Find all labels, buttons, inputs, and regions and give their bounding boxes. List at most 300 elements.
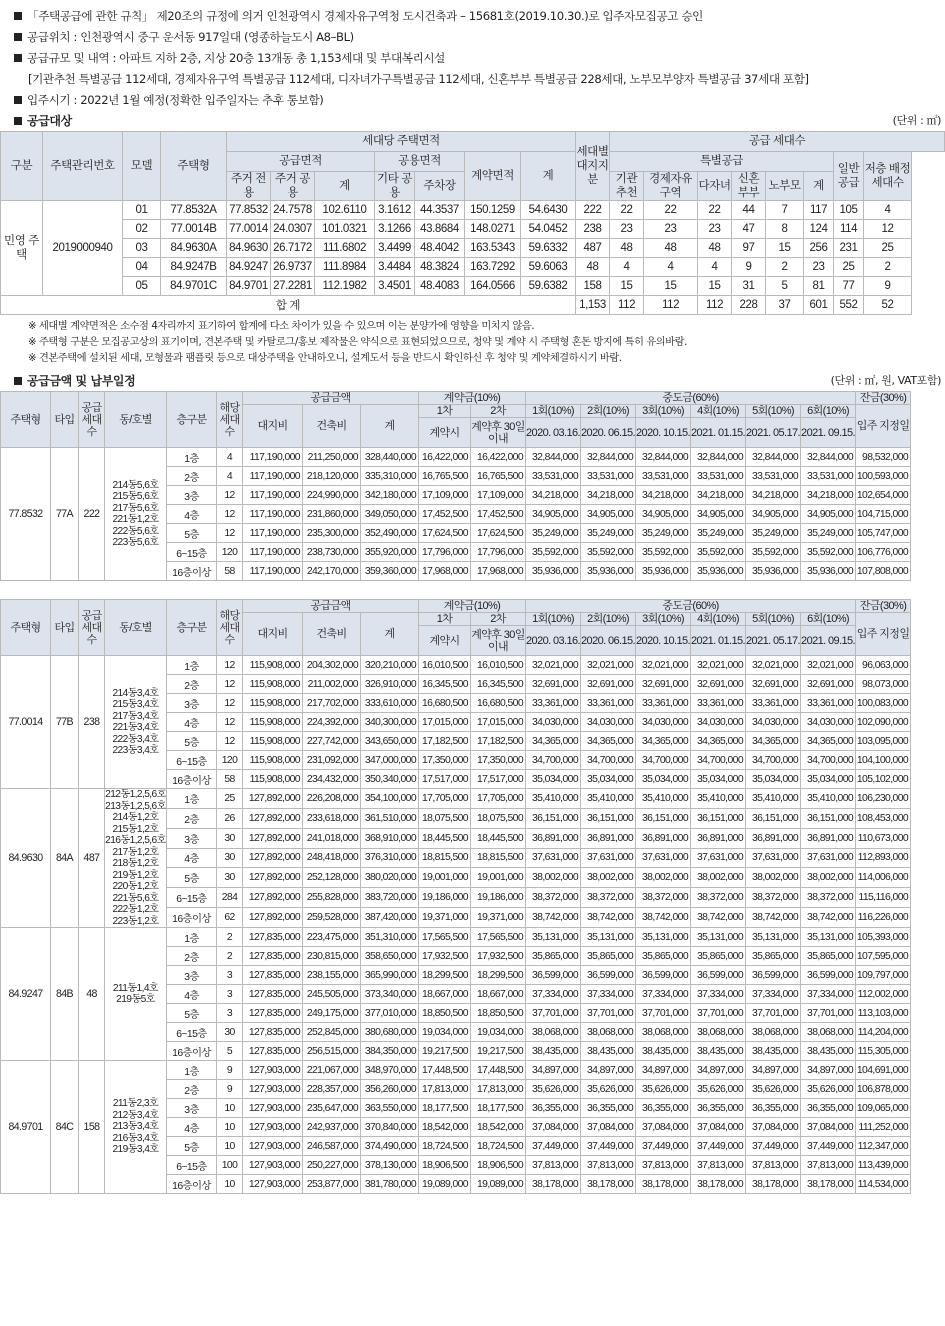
col-middle-5: 5회(10%)	[746, 405, 801, 418]
price-cell: 33,531,000	[801, 467, 856, 486]
cell-other: 3.4501	[375, 277, 415, 296]
price-cell: 6~15층	[167, 1156, 217, 1175]
supply-section-title: 공급대상 (단위 : ㎡)	[0, 111, 945, 131]
price-cell: 35,936,000	[636, 562, 691, 581]
price-cell: 35,865,000	[746, 947, 801, 966]
price-cell: 221,067,000	[303, 1061, 361, 1080]
price-table-others	[0, 599, 945, 1194]
price-cell: 37,334,000	[636, 985, 691, 1004]
cell-subtotal: 102.6110	[315, 201, 375, 220]
group-units: 158	[79, 1061, 105, 1194]
price-cell: 35,865,000	[636, 947, 691, 966]
price-cell: 37,084,000	[691, 1118, 746, 1137]
col-middle: 중도금(60%)	[526, 600, 856, 613]
cell-private: 84.9701	[227, 277, 271, 296]
price-cell: 33,361,000	[581, 694, 636, 713]
price-cell: 36,151,000	[691, 808, 746, 828]
price-cell: 35,410,000	[801, 789, 856, 809]
cell-stotal: 23	[804, 258, 834, 277]
price-cell: 112,347,000	[856, 1137, 911, 1156]
cell-model: 03	[123, 239, 161, 258]
price-cell: 5층	[167, 732, 217, 751]
cell-inst: 23	[610, 220, 644, 239]
price-cell: 4층	[167, 985, 217, 1004]
col-middle-date-4: 2021. 01.15.	[691, 626, 746, 656]
cell-land: 59.6382	[521, 277, 576, 296]
price-cell: 38,435,000	[581, 1042, 636, 1061]
price-cell: 228,357,000	[303, 1080, 361, 1099]
group-type: 77.8532	[1, 448, 51, 581]
col-dong: 동/호별	[105, 392, 167, 448]
price-cell: 115,908,000	[243, 770, 303, 789]
cell-land: 54.0452	[521, 220, 576, 239]
price-cell: 33,531,000	[636, 467, 691, 486]
price-cell: 114,204,000	[856, 1023, 911, 1042]
price-cell: 17,517,000	[471, 770, 526, 789]
price-cell: 104,100,000	[856, 751, 911, 770]
price-cell: 5층	[167, 524, 217, 543]
cell-private: 77.8532	[227, 201, 271, 220]
col-middle-6: 6회(10%)	[801, 613, 856, 626]
price-cell: 115,908,000	[243, 732, 303, 751]
price-cell: 32,021,000	[691, 656, 746, 675]
price-cell: 34,905,000	[801, 505, 856, 524]
price-cell: 235,300,000	[303, 524, 361, 543]
col-type: 주택형	[161, 132, 227, 201]
group-dong: 214동3,4호 215동3,4호 217동3,4호 221동3,4호 222동3,4호 223동3,4호	[105, 656, 167, 789]
col-middle-3: 3회(10%)	[636, 405, 691, 418]
price-cell: 35,410,000	[746, 789, 801, 809]
col-multi: 다자녀	[698, 172, 732, 201]
price-cell: 38,068,000	[746, 1023, 801, 1042]
price-cell: 4층	[167, 1118, 217, 1137]
price-cell: 35,249,000	[746, 524, 801, 543]
intro-location: 공급위치 : 인천광역시 중구 운서동 917일대 (영종하늘도시 A8–BL)	[14, 27, 935, 48]
col-inst: 기관 추천	[610, 172, 644, 201]
price-cell: 35,592,000	[636, 543, 691, 562]
price-cell: 17,517,000	[419, 770, 471, 789]
price-cell: 127,835,000	[243, 947, 303, 966]
price-cell: 35,410,000	[636, 789, 691, 809]
sum-fez: 112	[644, 296, 698, 315]
price-cell: 17,932,500	[419, 947, 471, 966]
price-cell: 34,218,000	[636, 486, 691, 505]
price-cell: 35,249,000	[691, 524, 746, 543]
intro-bullets	[0, 0, 945, 111]
price-cell: 19,034,000	[471, 1023, 526, 1042]
price-cell: 223,475,000	[303, 928, 361, 947]
price-cell: 35,936,000	[691, 562, 746, 581]
price-cell: 38,742,000	[691, 908, 746, 928]
sum-inst: 112	[610, 296, 644, 315]
group-dong: 211동2,3호 212동3,4호 213동3,4호 216동3,4호 219동3,4호	[105, 1061, 167, 1194]
price-cell: 120	[217, 751, 243, 770]
price-cell: 35,131,000	[636, 928, 691, 947]
price-cell: 115,908,000	[243, 675, 303, 694]
price-cell: 204,302,000	[303, 656, 361, 675]
group-type: 84.9630	[1, 789, 51, 928]
note: ※ 세대별 계약면적은 소수점 4자리까지 표기하여 합계에 다소 차이가 있을 수 있으며 이는 분양가에 영향을 미치지 않음.	[28, 321, 535, 332]
price-cell: 19,371,000	[419, 908, 471, 928]
price-cell: 5층	[167, 1137, 217, 1156]
price-cell: 18,850,500	[419, 1004, 471, 1023]
price-cell: 18,724,500	[419, 1137, 471, 1156]
price-cell: 2	[217, 928, 243, 947]
group-dong: 211동1,4호 219동5호	[105, 928, 167, 1061]
price-cell: 3층	[167, 828, 217, 848]
price-cell: 38,002,000	[581, 868, 636, 888]
price-cell: 17,182,500	[419, 732, 471, 751]
price-cell: 4층	[167, 848, 217, 868]
price-cell: 32,021,000	[746, 656, 801, 675]
price-cell: 17,109,000	[471, 486, 526, 505]
price-cell: 384,350,000	[361, 1042, 419, 1061]
price-cell: 32,691,000	[801, 675, 856, 694]
price-cell: 16,422,000	[471, 448, 526, 467]
price-cell: 111,252,000	[856, 1118, 911, 1137]
price-cell: 30	[217, 848, 243, 868]
price-cell: 37,334,000	[746, 985, 801, 1004]
price-cell: 116,226,000	[856, 908, 911, 928]
price-cell: 110,673,000	[856, 828, 911, 848]
square-bullet-icon	[14, 12, 22, 20]
price-cell: 117,190,000	[243, 486, 303, 505]
cell-private: 77.0014	[227, 220, 271, 239]
cell-multi: 4	[698, 258, 732, 277]
price-cell: 6~15층	[167, 751, 217, 770]
price-cell: 218,120,000	[303, 467, 361, 486]
cell-total: 158	[576, 277, 610, 296]
price-cell: 35,592,000	[746, 543, 801, 562]
price-cell: 241,018,000	[303, 828, 361, 848]
price-cell: 368,910,000	[361, 828, 419, 848]
cell-model: 05	[123, 277, 161, 296]
col-middle-date-2: 2020. 06.15.	[581, 418, 636, 448]
price-cell: 12	[217, 486, 243, 505]
col-amount: 공급금액	[243, 600, 419, 613]
col-fez: 경제자유 구역	[644, 172, 698, 201]
price-cell: 127,892,000	[243, 868, 303, 888]
col-lowfloor: 저층 배정 세대수	[864, 152, 912, 201]
price-cell: 37,813,000	[636, 1156, 691, 1175]
price-cell: 35,865,000	[526, 947, 581, 966]
cell-inst: 4	[610, 258, 644, 277]
price-cell: 35,034,000	[581, 770, 636, 789]
cell-stotal: 124	[804, 220, 834, 239]
price-cell: 32,691,000	[581, 675, 636, 694]
price-cell: 10	[217, 1118, 243, 1137]
price-cell: 12	[217, 675, 243, 694]
price-cell: 38,435,000	[526, 1042, 581, 1061]
cell-parking: 43.8684	[415, 220, 465, 239]
price-cell: 2	[217, 947, 243, 966]
price-cell: 37,084,000	[801, 1118, 856, 1137]
price-cell: 36,599,000	[746, 966, 801, 985]
price-cell: 103,095,000	[856, 732, 911, 751]
price-cell: 34,030,000	[691, 713, 746, 732]
cell-multi: 48	[698, 239, 732, 258]
cell-inst: 48	[610, 239, 644, 258]
col-middle-1: 1회(10%)	[526, 613, 581, 626]
price-cell: 34,218,000	[526, 486, 581, 505]
price-cell: 127,903,000	[243, 1099, 303, 1118]
price-cell: 32,691,000	[636, 675, 691, 694]
col-middle-6: 6회(10%)	[801, 405, 856, 418]
price-cell: 17,565,500	[419, 928, 471, 947]
price-cell: 115,116,000	[856, 888, 911, 908]
price-cell: 351,310,000	[361, 928, 419, 947]
price-cell: 34,700,000	[691, 751, 746, 770]
col-at-contract: 계약시	[419, 626, 471, 656]
group-dong: 212동1,2,5,6호 213동1,2,5,6호 214동1,2호 215동1,2호 216동1,2,5,6호 217동1,2호 218동1,2호 219동1,2호 220동1,2호 221동5,6호 222동1,2호 223동1,2호	[105, 789, 166, 927]
price-cell: 114,006,000	[856, 868, 911, 888]
price-cell: 16,345,500	[419, 675, 471, 694]
price-cell: 106,776,000	[856, 543, 911, 562]
price-cell: 37,701,000	[691, 1004, 746, 1023]
col-other-common: 기타 공용	[375, 172, 415, 201]
price-cell: 33,531,000	[746, 467, 801, 486]
col-type: 주택형	[1, 600, 51, 656]
cell-private: 84.9630	[227, 239, 271, 258]
price-cell: 370,840,000	[361, 1118, 419, 1137]
col-move-in: 입주 지정일	[856, 405, 911, 448]
price-cell: 35,249,000	[801, 524, 856, 543]
price-cell: 36,891,000	[691, 828, 746, 848]
price-cell: 2층	[167, 467, 217, 486]
price-cell: 348,970,000	[361, 1061, 419, 1080]
price-cell: 127,892,000	[243, 848, 303, 868]
price-cell: 4	[217, 467, 243, 486]
col-middle-date-5: 2021. 05.17.	[746, 418, 801, 448]
price-cell: 361,510,000	[361, 808, 419, 828]
price-cell: 100	[217, 1156, 243, 1175]
price-cell: 37,334,000	[801, 985, 856, 1004]
cell-elderly: 7	[766, 201, 804, 220]
price-cell: 34,700,000	[636, 751, 691, 770]
price-cell: 19,186,000	[419, 888, 471, 908]
price-cell: 2층	[167, 675, 217, 694]
cell-other: 3.1612	[375, 201, 415, 220]
price-cell: 12	[217, 524, 243, 543]
price-cell: 127,892,000	[243, 888, 303, 908]
price-cell: 18,299,500	[419, 966, 471, 985]
price-cell: 17,182,500	[471, 732, 526, 751]
cell-subtotal: 111.6802	[315, 239, 375, 258]
price-cell: 5	[217, 1042, 243, 1061]
col-contract-area: 계약면적	[465, 152, 521, 201]
price-cell: 365,990,000	[361, 966, 419, 985]
cell-type: 77.8532A	[161, 201, 227, 220]
price-cell: 238,730,000	[303, 543, 361, 562]
col-middle-date-3: 2020. 10.15.	[636, 418, 691, 448]
price-cell: 35,936,000	[801, 562, 856, 581]
price-cell: 109,797,000	[856, 966, 911, 985]
price-cell: 114,534,000	[856, 1175, 911, 1194]
price-cell: 109,065,000	[856, 1099, 911, 1118]
price-cell: 18,075,500	[471, 808, 526, 828]
price-cell: 35,131,000	[581, 928, 636, 947]
cell-shared: 24.7578	[271, 201, 315, 220]
col-total: 계	[361, 613, 419, 656]
price-cell: 16,680,500	[471, 694, 526, 713]
price-cell: 35,034,000	[801, 770, 856, 789]
price-cell: 231,092,000	[303, 751, 361, 770]
price-cell: 37,701,000	[636, 1004, 691, 1023]
col-parking: 주차장	[415, 172, 465, 201]
price-cell: 33,531,000	[526, 467, 581, 486]
price-cell: 35,131,000	[691, 928, 746, 947]
price-cell: 342,180,000	[361, 486, 419, 505]
col-middle-4: 4회(10%)	[691, 405, 746, 418]
price-cell: 35,626,000	[691, 1080, 746, 1099]
price-cell: 34,365,000	[526, 732, 581, 751]
price-cell: 38,178,000	[801, 1175, 856, 1194]
price-cell: 37,813,000	[801, 1156, 856, 1175]
price-cell: 33,361,000	[526, 694, 581, 713]
price-cell: 34,905,000	[746, 505, 801, 524]
price-cell: 4	[217, 448, 243, 467]
price-cell: 36,355,000	[636, 1099, 691, 1118]
price-cell: 3층	[167, 486, 217, 505]
price-cell: 100,593,000	[856, 467, 911, 486]
price-cell: 32,844,000	[691, 448, 746, 467]
cell-newlywed: 97	[732, 239, 766, 258]
price-cell: 38,742,000	[581, 908, 636, 928]
price-cell: 347,000,000	[361, 751, 419, 770]
price-row	[1, 789, 945, 809]
price-cell: 30	[217, 868, 243, 888]
price-cell: 32,691,000	[746, 675, 801, 694]
price-cell: 18,667,000	[471, 985, 526, 1004]
price-cell: 17,350,000	[471, 751, 526, 770]
col-deposit: 계약금(10%)	[419, 600, 526, 613]
group-units: 487	[79, 789, 105, 928]
supply-unit: (단위 : ㎡)	[892, 114, 941, 127]
price-cell: 17,015,000	[471, 713, 526, 732]
price-cell: 36,599,000	[691, 966, 746, 985]
price-cell: 113,103,000	[856, 1004, 911, 1023]
price-row	[1, 656, 945, 675]
cell-low: 12	[864, 220, 912, 239]
price-cell: 34,897,000	[636, 1061, 691, 1080]
col-middle-date-4: 2021. 01.15.	[691, 418, 746, 448]
col-units: 공급 세대 수	[79, 600, 105, 656]
cell-total: 487	[576, 239, 610, 258]
cell-land: 54.6430	[521, 201, 576, 220]
price-cell: 34,030,000	[636, 713, 691, 732]
price-cell: 34,905,000	[691, 505, 746, 524]
col-balance: 잔금(30%)	[856, 600, 911, 613]
price-cell: 38,435,000	[746, 1042, 801, 1061]
price-cell: 34,218,000	[746, 486, 801, 505]
price-row	[1, 928, 945, 947]
col-area-group: 세대당 주택면적	[227, 132, 576, 152]
cell-parking: 44.3537	[415, 201, 465, 220]
price-cell: 34,030,000	[746, 713, 801, 732]
category-cell: 민영 주택	[1, 201, 43, 296]
price-cell: 376,310,000	[361, 848, 419, 868]
price-cell: 238,155,000	[303, 966, 361, 985]
group-units: 222	[79, 448, 105, 581]
price-cell: 107,808,000	[856, 562, 911, 581]
cell-shared: 27.2281	[271, 277, 315, 296]
col-units-group: 공급 세대수	[610, 132, 945, 152]
cell-stotal: 81	[804, 277, 834, 296]
price-cell: 37,334,000	[581, 985, 636, 1004]
square-bullet-icon	[14, 33, 22, 41]
price-cell: 38,742,000	[801, 908, 856, 928]
col-middle-date-6: 2021. 09.15.	[801, 626, 856, 656]
price-cell: 19,186,000	[471, 888, 526, 908]
col-floor: 층구분	[167, 392, 217, 448]
col-first: 1차	[419, 405, 471, 418]
price-cell: 245,505,000	[303, 985, 361, 1004]
cell-inst: 22	[610, 201, 644, 220]
price-cell: 35,592,000	[526, 543, 581, 562]
cell-fez: 15	[644, 277, 698, 296]
price-cell: 38,742,000	[636, 908, 691, 928]
cell-type: 84.9630A	[161, 239, 227, 258]
price-cell: 1층	[167, 656, 217, 675]
cell-newlywed: 44	[732, 201, 766, 220]
price-cell: 32,844,000	[581, 448, 636, 467]
price-cell: 37,631,000	[526, 848, 581, 868]
sum-elderly: 37	[766, 296, 804, 315]
price-cell: 36,355,000	[581, 1099, 636, 1118]
price-cell: 17,452,500	[471, 505, 526, 524]
price-cell: 38,068,000	[691, 1023, 746, 1042]
price-row	[1, 1061, 945, 1080]
price-cell: 17,813,000	[471, 1080, 526, 1099]
col-elderly: 노부모	[766, 172, 804, 201]
price-cell: 18,724,500	[471, 1137, 526, 1156]
price-cell: 16,422,000	[419, 448, 471, 467]
price-cell: 117,190,000	[243, 448, 303, 467]
cell-parking: 48.4083	[415, 277, 465, 296]
price-cell: 19,089,000	[419, 1175, 471, 1194]
cell-shared: 24.0307	[271, 220, 315, 239]
price-cell: 38,178,000	[581, 1175, 636, 1194]
cell-stotal: 117	[804, 201, 834, 220]
cell-general: 25	[834, 258, 864, 277]
cell-low: 25	[864, 239, 912, 258]
price-cell: 32,691,000	[691, 675, 746, 694]
cell-other: 3.4484	[375, 258, 415, 277]
price-cell: 34,030,000	[526, 713, 581, 732]
price-cell: 1층	[167, 1061, 217, 1080]
price-cell: 36,355,000	[746, 1099, 801, 1118]
col-balance: 잔금(30%)	[856, 392, 911, 405]
price-cell: 19,034,000	[419, 1023, 471, 1042]
price-cell: 34,905,000	[526, 505, 581, 524]
price-cell: 16층이상	[167, 770, 217, 789]
price-cell: 224,392,000	[303, 713, 361, 732]
price-cell: 233,618,000	[303, 808, 361, 828]
price-cell: 5층	[167, 868, 217, 888]
supply-row	[1, 220, 945, 239]
price-cell: 6~15층	[167, 543, 217, 562]
price-cell: 34,897,000	[526, 1061, 581, 1080]
col-building: 건축비	[303, 405, 361, 448]
price-cell: 34,365,000	[581, 732, 636, 751]
price-cell: 19,371,000	[471, 908, 526, 928]
price-cell: 3층	[167, 1099, 217, 1118]
col-shared: 주거 공용	[271, 172, 315, 201]
intro-move-in: 입주시기 : 2022년 1월 예정(정확한 입주일자는 추후 통보함)	[14, 90, 935, 111]
price-cell: 35,626,000	[746, 1080, 801, 1099]
note: ※ 견본주택에 설치된 세대, 모형물과 팸플릿 등으로 대상주택을 안내하오니, 설계도서 등을 반드시 확인하신 후 청약 및 계약체결하시기 바람.	[28, 353, 622, 364]
sum-general: 552	[834, 296, 864, 315]
